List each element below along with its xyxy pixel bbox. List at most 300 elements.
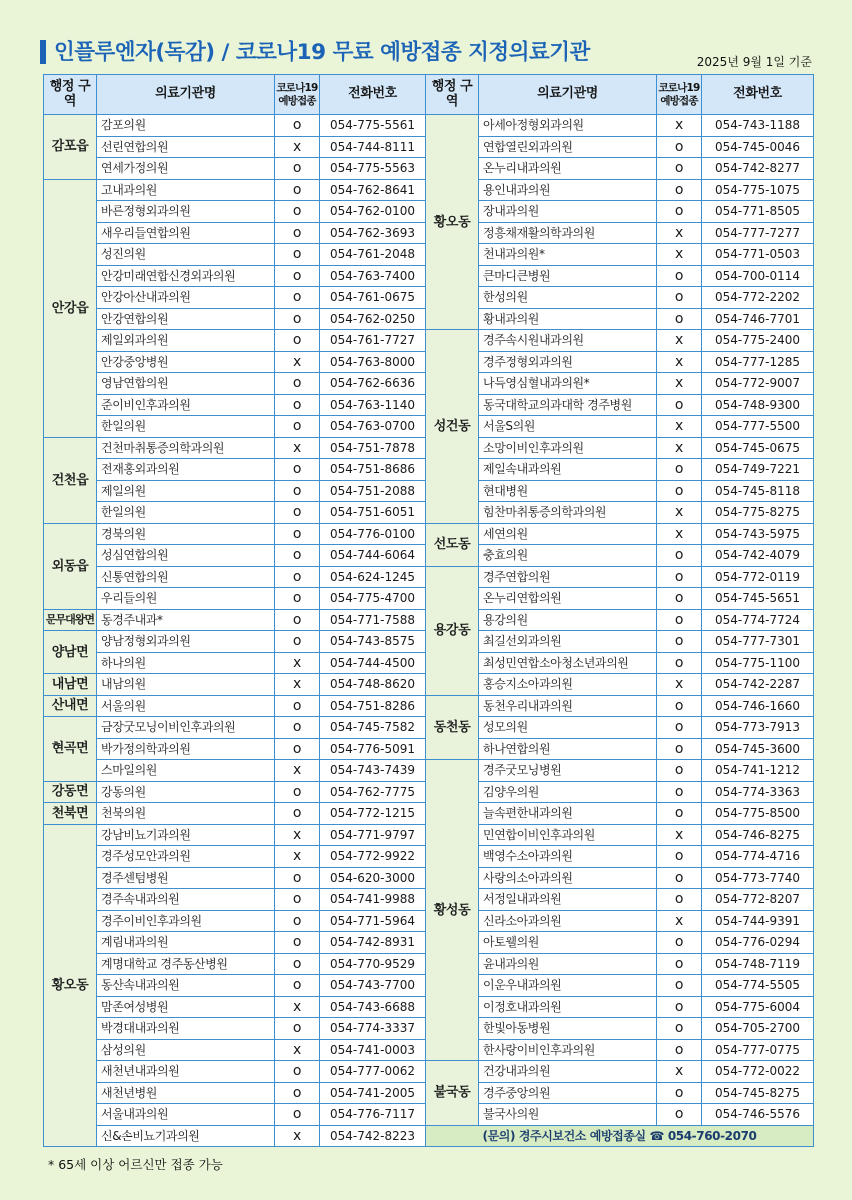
covid-availability-left: o <box>275 588 320 610</box>
clinic-name-left: 경주이비인후과의원 <box>97 910 275 932</box>
phone-number-left: 054-742-8223 <box>320 1125 426 1147</box>
clinic-name-right: 소망이비인후과의원 <box>479 437 657 459</box>
covid-availability-left: x <box>275 996 320 1018</box>
phone-number-right: 054-746-8275 <box>702 824 814 846</box>
phone-number-right: 054-748-7119 <box>702 953 814 975</box>
region-cell-left: 안강읍 <box>44 179 97 437</box>
phone-number-right: 054-772-9007 <box>702 373 814 395</box>
phone-number-right: 054-745-0046 <box>702 136 814 158</box>
phone-number-right: 054-775-6004 <box>702 996 814 1018</box>
phone-number-left: 054-776-7117 <box>320 1104 426 1126</box>
covid-availability-right: o <box>657 1018 702 1040</box>
covid-availability-right: x <box>657 416 702 438</box>
clinic-name-right: 이정호내과의원 <box>479 996 657 1018</box>
covid-availability-right: x <box>657 373 702 395</box>
phone-number-left: 054-751-7878 <box>320 437 426 459</box>
clinic-name-left: 강동의원 <box>97 781 275 803</box>
region-cell-right: 황성동 <box>426 760 479 1061</box>
covid-availability-left: o <box>275 695 320 717</box>
clinic-name-right: 제일속내과의원 <box>479 459 657 481</box>
covid-availability-left: o <box>275 1061 320 1083</box>
covid-availability-right: o <box>657 889 702 911</box>
covid-availability-left: x <box>275 1039 320 1061</box>
clinic-name-right: 연합열린외과의원 <box>479 136 657 158</box>
clinic-name-left: 한일의원 <box>97 502 275 524</box>
clinic-name-right: 황내과의원 <box>479 308 657 330</box>
covid-availability-left: o <box>275 1082 320 1104</box>
header-phone-right: 전화번호 <box>702 75 814 115</box>
covid-availability-right: o <box>657 717 702 739</box>
clinic-name-right: 아세아정형외과의원 <box>479 115 657 137</box>
covid-availability-left: x <box>275 351 320 373</box>
clinic-name-right: 성모의원 <box>479 717 657 739</box>
clinic-name-left: 새우리들연합의원 <box>97 222 275 244</box>
clinic-name-left: 안강연합의원 <box>97 308 275 330</box>
covid-availability-right: x <box>657 330 702 352</box>
clinic-name-right: 한성의원 <box>479 287 657 309</box>
clinic-name-right: 홍승지소아과의원 <box>479 674 657 696</box>
clinic-name-right: 힘찬마취통증의학과의원 <box>479 502 657 524</box>
clinic-name-left: 영남연합의원 <box>97 373 275 395</box>
phone-number-left: 054-774-3337 <box>320 1018 426 1040</box>
covid-availability-right: x <box>657 244 702 266</box>
phone-number-left: 054-776-5091 <box>320 738 426 760</box>
phone-number-left: 054-761-7727 <box>320 330 426 352</box>
clinic-name-right: 경주속시원내과의원 <box>479 330 657 352</box>
phone-number-right: 054-775-1100 <box>702 652 814 674</box>
covid-availability-left: o <box>275 932 320 954</box>
phone-number-left: 054-743-6688 <box>320 996 426 1018</box>
covid-availability-right: o <box>657 781 702 803</box>
phone-number-left: 054-620-3000 <box>320 867 426 889</box>
covid-availability-left: o <box>275 158 320 180</box>
region-cell-left: 건천읍 <box>44 437 97 523</box>
clinic-name-right: 서정일내과의원 <box>479 889 657 911</box>
covid-availability-right: x <box>657 674 702 696</box>
phone-number-right: 054-748-9300 <box>702 394 814 416</box>
phone-number-left: 054-763-8000 <box>320 351 426 373</box>
covid-availability-left: o <box>275 179 320 201</box>
clinic-name-right: 사랑의소아과의원 <box>479 867 657 889</box>
covid-availability-right: o <box>657 932 702 954</box>
clinic-name-right: 민연합이비인후과의원 <box>479 824 657 846</box>
covid-availability-right: o <box>657 158 702 180</box>
phone-number-right: 054-775-8275 <box>702 502 814 524</box>
phone-number-left: 054-771-5964 <box>320 910 426 932</box>
header-name-left: 의료기관명 <box>97 75 275 115</box>
clinic-name-left: 한일의원 <box>97 416 275 438</box>
clinic-name-right: 하나연합의원 <box>479 738 657 760</box>
title-accent-bar <box>40 40 46 64</box>
covid-availability-right: o <box>657 545 702 567</box>
clinic-name-left: 새천년내과의원 <box>97 1061 275 1083</box>
covid-availability-right: x <box>657 351 702 373</box>
region-cell-left: 감포읍 <box>44 115 97 180</box>
clinic-name-left: 연세가정의원 <box>97 158 275 180</box>
covid-availability-left: o <box>275 416 320 438</box>
covid-availability-left: o <box>275 480 320 502</box>
phone-number-right: 054-775-1075 <box>702 179 814 201</box>
region-cell-right: 성건동 <box>426 330 479 524</box>
covid-availability-left: o <box>275 717 320 739</box>
covid-availability-right: o <box>657 394 702 416</box>
covid-availability-right: o <box>657 136 702 158</box>
phone-number-left: 054-748-8620 <box>320 674 426 696</box>
phone-number-left: 054-762-6636 <box>320 373 426 395</box>
covid-availability-left: o <box>275 545 320 567</box>
covid-availability-right: o <box>657 846 702 868</box>
clinic-name-left: 내남의원 <box>97 674 275 696</box>
covid-availability-right: o <box>657 738 702 760</box>
phone-number-left: 054-761-0675 <box>320 287 426 309</box>
clinic-name-right: 세연의원 <box>479 523 657 545</box>
covid-availability-left: o <box>275 115 320 137</box>
phone-number-left: 054-770-9529 <box>320 953 426 975</box>
clinic-name-left: 신&손비뇨기과의원 <box>97 1125 275 1147</box>
phone-number-left: 054-762-0250 <box>320 308 426 330</box>
clinic-table <box>43 74 814 1147</box>
phone-number-left: 054-751-8286 <box>320 695 426 717</box>
phone-number-left: 054-744-8111 <box>320 136 426 158</box>
table-row <box>44 115 814 137</box>
clinic-name-left: 양남정형외과의원 <box>97 631 275 653</box>
table-row <box>44 566 814 588</box>
covid-availability-left: o <box>275 1018 320 1040</box>
header-covid-left: 코로나19 예방접종 <box>275 75 320 115</box>
phone-number-left: 054-624-1245 <box>320 566 426 588</box>
covid-availability-left: o <box>275 867 320 889</box>
clinic-name-right: 경주연합의원 <box>479 566 657 588</box>
clinic-name-left: 금장굿모닝이비인후과의원 <box>97 717 275 739</box>
clinic-name-left: 성심연합의원 <box>97 545 275 567</box>
clinic-name-right: 윤내과의원 <box>479 953 657 975</box>
phone-number-right: 054-746-5576 <box>702 1104 814 1126</box>
phone-number-left: 054-762-8641 <box>320 179 426 201</box>
clinic-name-left: 서울내과의원 <box>97 1104 275 1126</box>
covid-availability-right: o <box>657 760 702 782</box>
clinic-name-left: 안강미래연합신경외과의원 <box>97 265 275 287</box>
covid-availability-right: o <box>657 975 702 997</box>
clinic-name-right: 동천우리내과의원 <box>479 695 657 717</box>
phone-number-right: 054-743-5975 <box>702 523 814 545</box>
covid-availability-left: o <box>275 609 320 631</box>
region-cell-left: 천북면 <box>44 803 97 825</box>
phone-number-right: 054-745-8118 <box>702 480 814 502</box>
phone-number-right: 054-775-8500 <box>702 803 814 825</box>
covid-availability-right: o <box>657 588 702 610</box>
clinic-name-right: 건강내과의원 <box>479 1061 657 1083</box>
phone-number-left: 054-763-0700 <box>320 416 426 438</box>
phone-number-left: 054-763-1140 <box>320 394 426 416</box>
phone-number-right: 054-777-7277 <box>702 222 814 244</box>
covid-availability-right: o <box>657 631 702 653</box>
covid-availability-left: o <box>275 910 320 932</box>
phone-number-left: 054-751-6051 <box>320 502 426 524</box>
phone-number-right: 054-772-0022 <box>702 1061 814 1083</box>
covid-availability-left: x <box>275 824 320 846</box>
clinic-name-left: 하나의원 <box>97 652 275 674</box>
clinic-name-left: 박가정의학과의원 <box>97 738 275 760</box>
clinic-name-right: 온누리연합의원 <box>479 588 657 610</box>
covid-availability-left: o <box>275 287 320 309</box>
covid-availability-right: o <box>657 480 702 502</box>
covid-availability-left: x <box>275 1125 320 1147</box>
phone-number-right: 054-705-2700 <box>702 1018 814 1040</box>
clinic-name-right: 충효의원 <box>479 545 657 567</box>
phone-number-left: 054-762-0100 <box>320 201 426 223</box>
region-cell-left: 황오동 <box>44 824 97 1147</box>
phone-number-left: 054-743-7439 <box>320 760 426 782</box>
clinic-name-left: 건천마취통증의학과의원 <box>97 437 275 459</box>
phone-number-left: 054-771-7588 <box>320 609 426 631</box>
covid-availability-right: o <box>657 1039 702 1061</box>
page-header <box>40 30 812 72</box>
header-region-left: 행정 구역 <box>44 75 97 115</box>
covid-availability-right: o <box>657 566 702 588</box>
region-cell-left: 양남면 <box>44 631 97 674</box>
phone-number-left: 054-771-9797 <box>320 824 426 846</box>
covid-availability-right: o <box>657 695 702 717</box>
region-cell-left: 내남면 <box>44 674 97 696</box>
region-cell-left: 산내면 <box>44 695 97 717</box>
covid-availability-left: o <box>275 222 320 244</box>
clinic-name-left: 박경대내과의원 <box>97 1018 275 1040</box>
covid-availability-right: x <box>657 115 702 137</box>
clinic-name-left: 바른정형외과의원 <box>97 201 275 223</box>
phone-number-left: 054-745-7582 <box>320 717 426 739</box>
footnote: * 65세 이상 어르신만 접종 가능 <box>48 1157 223 1172</box>
phone-number-right: 054-745-5651 <box>702 588 814 610</box>
covid-availability-left: o <box>275 1104 320 1126</box>
phone-number-right: 054-772-0119 <box>702 566 814 588</box>
clinic-name-right: 한사랑이비인후과의원 <box>479 1039 657 1061</box>
table-row <box>44 1125 814 1147</box>
covid-availability-right: o <box>657 179 702 201</box>
covid-availability-left: o <box>275 308 320 330</box>
region-cell-right: 선도동 <box>426 523 479 566</box>
covid-availability-left: o <box>275 738 320 760</box>
region-cell-right: 불국동 <box>426 1061 479 1126</box>
clinic-name-left: 계명대학교 경주동산병원 <box>97 953 275 975</box>
phone-number-left: 054-762-3693 <box>320 222 426 244</box>
covid-availability-left: o <box>275 244 320 266</box>
phone-number-right: 054-774-4716 <box>702 846 814 868</box>
phone-number-left: 054-751-2088 <box>320 480 426 502</box>
covid-availability-right: o <box>657 953 702 975</box>
header-covid-right: 코로나19 예방접종 <box>657 75 702 115</box>
table-row <box>44 330 814 352</box>
region-cell-left: 현곡면 <box>44 717 97 782</box>
clinic-name-left: 천북의원 <box>97 803 275 825</box>
clinic-name-left: 안강중앙병원 <box>97 351 275 373</box>
clinic-name-left: 스마일의원 <box>97 760 275 782</box>
phone-number-left: 054-763-7400 <box>320 265 426 287</box>
covid-availability-right: o <box>657 1082 702 1104</box>
phone-number-right: 054-745-3600 <box>702 738 814 760</box>
phone-number-left: 054-772-1215 <box>320 803 426 825</box>
covid-availability-left: o <box>275 953 320 975</box>
clinic-name-right: 백영수소아과의원 <box>479 846 657 868</box>
covid-availability-left: o <box>275 330 320 352</box>
covid-availability-left: x <box>275 437 320 459</box>
clinic-name-right: 늘속편한내과의원 <box>479 803 657 825</box>
clinic-name-left: 맘존여성병원 <box>97 996 275 1018</box>
covid-availability-left: x <box>275 846 320 868</box>
phone-number-left: 054-741-2005 <box>320 1082 426 1104</box>
covid-availability-left: o <box>275 265 320 287</box>
phone-number-right: 054-742-4079 <box>702 545 814 567</box>
clinic-name-right: 한빛아동병원 <box>479 1018 657 1040</box>
clinic-name-left: 신통연합의원 <box>97 566 275 588</box>
clinic-name-right: 온누리내과의원 <box>479 158 657 180</box>
phone-number-right: 054-742-8277 <box>702 158 814 180</box>
covid-availability-right: x <box>657 824 702 846</box>
covid-availability-right: o <box>657 459 702 481</box>
phone-number-right: 054-775-2400 <box>702 330 814 352</box>
table-body <box>44 115 814 1147</box>
clinic-name-right: 최길선외과의원 <box>479 631 657 653</box>
clinic-name-left: 성진의원 <box>97 244 275 266</box>
covid-availability-right: x <box>657 1061 702 1083</box>
clinic-name-right: 장내과의원 <box>479 201 657 223</box>
phone-number-right: 054-774-7724 <box>702 609 814 631</box>
clinic-name-left: 제일외과의원 <box>97 330 275 352</box>
phone-number-right: 054-749-7221 <box>702 459 814 481</box>
clinic-name-right: 현대병원 <box>479 480 657 502</box>
phone-number-right: 054-700-0114 <box>702 265 814 287</box>
covid-availability-left: x <box>275 674 320 696</box>
phone-number-right: 054-771-0503 <box>702 244 814 266</box>
covid-availability-right: x <box>657 502 702 524</box>
phone-number-left: 054-741-0003 <box>320 1039 426 1061</box>
table-row <box>44 695 814 717</box>
covid-availability-right: x <box>657 523 702 545</box>
covid-availability-left: o <box>275 373 320 395</box>
phone-number-right: 054-745-8275 <box>702 1082 814 1104</box>
phone-number-right: 054-741-1212 <box>702 760 814 782</box>
clinic-name-right: 용강의원 <box>479 609 657 631</box>
clinic-name-right: 경주정형외과의원 <box>479 351 657 373</box>
phone-number-right: 054-772-8207 <box>702 889 814 911</box>
phone-number-right: 054-777-0775 <box>702 1039 814 1061</box>
clinic-name-left: 새천년병원 <box>97 1082 275 1104</box>
clinic-name-left: 선린연합의원 <box>97 136 275 158</box>
phone-number-right: 054-774-3363 <box>702 781 814 803</box>
clinic-name-right: 천내과의원* <box>479 244 657 266</box>
covid-availability-right: o <box>657 1104 702 1126</box>
covid-availability-left: o <box>275 889 320 911</box>
region-cell-right: 동천동 <box>426 695 479 760</box>
phone-number-left: 054-761-2048 <box>320 244 426 266</box>
phone-number-left: 054-743-7700 <box>320 975 426 997</box>
clinic-name-left: 경주센텀병원 <box>97 867 275 889</box>
clinic-name-right: 경주중앙의원 <box>479 1082 657 1104</box>
clinic-name-left: 동경주내과* <box>97 609 275 631</box>
covid-availability-left: x <box>275 136 320 158</box>
table-row <box>44 1061 814 1083</box>
covid-availability-left: o <box>275 781 320 803</box>
clinic-name-right: 아토웰의원 <box>479 932 657 954</box>
phone-number-left: 054-743-8575 <box>320 631 426 653</box>
covid-availability-left: o <box>275 975 320 997</box>
clinic-name-left: 안강아산내과의원 <box>97 287 275 309</box>
clinic-name-left: 서울의원 <box>97 695 275 717</box>
phone-number-right: 054-772-2202 <box>702 287 814 309</box>
covid-availability-left: o <box>275 502 320 524</box>
clinic-name-right: 정흥채재활의학과의원 <box>479 222 657 244</box>
clinic-name-left: 경주성모안과의원 <box>97 846 275 868</box>
covid-availability-right: x <box>657 222 702 244</box>
clinic-name-right: 큰마디큰병원 <box>479 265 657 287</box>
region-cell-right: 황오동 <box>426 115 479 330</box>
covid-availability-left: x <box>275 760 320 782</box>
covid-availability-right: o <box>657 287 702 309</box>
page-title: 인플루엔자(독감) / 코로나19 무료 예방접종 지정의료기관 <box>54 40 590 65</box>
clinic-name-right: 서울S의원 <box>479 416 657 438</box>
covid-availability-right: o <box>657 652 702 674</box>
covid-availability-left: o <box>275 459 320 481</box>
covid-availability-left: o <box>275 566 320 588</box>
phone-number-left: 054-775-5563 <box>320 158 426 180</box>
region-cell-left: 외동읍 <box>44 523 97 609</box>
inquiry-contact: (문의) 경주시보건소 예방접종실 ☎ 054-760-2070 <box>426 1125 814 1147</box>
covid-availability-right: o <box>657 803 702 825</box>
phone-number-left: 054-744-6064 <box>320 545 426 567</box>
clinic-name-left: 강남비뇨기과의원 <box>97 824 275 846</box>
clinic-name-right: 김양우의원 <box>479 781 657 803</box>
clinic-name-right: 동국대학교의과대학 경주병원 <box>479 394 657 416</box>
region-cell-left: 강동면 <box>44 781 97 803</box>
clinic-name-right: 최성민연합소아청소년과의원 <box>479 652 657 674</box>
phone-number-left: 054-775-5561 <box>320 115 426 137</box>
phone-number-right: 054-744-9391 <box>702 910 814 932</box>
covid-availability-right: o <box>657 308 702 330</box>
clinic-name-right: 나득영심혈내과의원* <box>479 373 657 395</box>
covid-availability-right: o <box>657 609 702 631</box>
phone-number-left: 054-744-4500 <box>320 652 426 674</box>
clinic-name-left: 계림내과의원 <box>97 932 275 954</box>
clinic-name-left: 준이비인후과의원 <box>97 394 275 416</box>
phone-number-right: 054-777-7301 <box>702 631 814 653</box>
phone-number-right: 054-773-7913 <box>702 717 814 739</box>
header-name-right: 의료기관명 <box>479 75 657 115</box>
header-phone-left: 전화번호 <box>320 75 426 115</box>
clinic-name-left: 동산속내과의원 <box>97 975 275 997</box>
phone-number-left: 054-772-9922 <box>320 846 426 868</box>
covid-availability-left: o <box>275 803 320 825</box>
covid-availability-right: o <box>657 996 702 1018</box>
clinic-name-right: 용인내과의원 <box>479 179 657 201</box>
covid-availability-left: o <box>275 394 320 416</box>
reference-date: 2025년 9월 1일 기준 <box>696 55 812 69</box>
clinic-name-right: 경주굿모닝병원 <box>479 760 657 782</box>
phone-number-right: 054-776-0294 <box>702 932 814 954</box>
phone-number-left: 054-751-8686 <box>320 459 426 481</box>
clinic-name-left: 경주속내과의원 <box>97 889 275 911</box>
phone-number-right: 054-746-7701 <box>702 308 814 330</box>
region-cell-left: 문무대왕면 <box>44 609 97 631</box>
covid-availability-left: x <box>275 652 320 674</box>
phone-number-left: 054-777-0062 <box>320 1061 426 1083</box>
phone-number-right: 054-777-5500 <box>702 416 814 438</box>
phone-number-right: 054-742-2287 <box>702 674 814 696</box>
phone-number-right: 054-777-1285 <box>702 351 814 373</box>
covid-availability-left: o <box>275 523 320 545</box>
clinic-name-left: 우리들의원 <box>97 588 275 610</box>
covid-availability-right: o <box>657 265 702 287</box>
table-row <box>44 523 814 545</box>
region-cell-right: 용강동 <box>426 566 479 695</box>
